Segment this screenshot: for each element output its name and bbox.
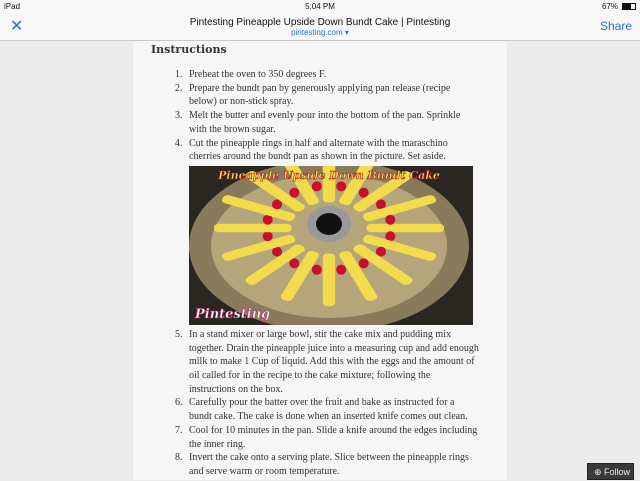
step-number: 2. (175, 82, 183, 94)
pineapple-slice (214, 224, 292, 233)
step-text: Cut the pineapple rings in half and alternate with the maraschino cherries around the bundt pan as shown in the picture. Set aside. (189, 137, 448, 163)
step-text: Carefully pour the batter over the fruit and bake as instructed for a bundt cake. The cake is done when an inserted knife comes out clean. (189, 397, 468, 423)
close-button[interactable]: ✕ (10, 18, 24, 35)
cherry (385, 215, 395, 225)
domain-menu[interactable]: pintesting.com ▾ (291, 28, 349, 37)
plus-circle-icon: ⊕ (594, 467, 605, 477)
follow-label: Follow (604, 467, 631, 477)
step-text: Cool for 10 minutes in the pan. Slide a knife around the edges including the inner ring. (189, 424, 478, 450)
step-number: 4. (175, 137, 183, 149)
list-item (175, 68, 479, 82)
step-text: Preheat the oven to 350 degrees F. (189, 69, 327, 80)
step-number: 8. (175, 452, 183, 464)
battery-percent: 67% (601, 2, 618, 11)
cherry (312, 181, 322, 191)
list-item (175, 451, 479, 478)
list-item (175, 82, 479, 109)
step-text: Melt the butter and evenly pour into the bottom of the pan. Sprinkle with the brown sugar. (189, 110, 461, 135)
cherry (312, 265, 322, 275)
step-number: 1. (175, 69, 183, 80)
step-text: Invert the cake onto a serving plate. Slice between the pineapple rings and serve warm or room temperature. (189, 452, 469, 477)
step-number: 7. (175, 424, 183, 436)
cherry (289, 188, 299, 198)
photo-watermark: Pintesting (195, 306, 271, 322)
pineapple-slice (367, 224, 445, 233)
list-item (175, 328, 479, 397)
pineapple-slice (323, 253, 336, 306)
cherry (263, 231, 273, 241)
device-label: iPad (4, 2, 21, 11)
page-title: Pintesting Pineapple Upside Down Bundt Cake | Pintesting (189, 17, 451, 28)
cherry (359, 258, 369, 268)
step-number: 6. (175, 397, 183, 409)
cherry (336, 181, 346, 191)
clock: 5:04 PM (305, 2, 335, 11)
browser-header (0, 0, 640, 41)
step-number: 3. (175, 110, 183, 122)
step-text: In a stand mixer or large bowl, stir the cake mix and pudding mix together. Drain the pineapple juice into a measuring cup and add enough milk to make 1 Cup of liquid. Add this with the eggs and the amount of oil called for in the recipe to the cake mixture; following the instructions on the box. (189, 328, 479, 395)
section-title: Instructions (151, 43, 227, 56)
step-text: Prepare the bundt pan by generously applying pan release (recipe below) or non-stick spray. (189, 82, 451, 108)
battery-icon (622, 3, 636, 10)
list-item (175, 424, 479, 451)
list-item (175, 396, 479, 423)
instructions-list (175, 68, 479, 479)
list-item (175, 109, 479, 136)
follow-button[interactable] (587, 463, 634, 480)
step-number: 5. (175, 328, 183, 340)
cake-photo (189, 166, 473, 325)
photo-title: Pineapple Upside Down Bundt Cake (218, 168, 440, 182)
share-button[interactable]: Share (599, 19, 632, 33)
cherry (336, 265, 346, 275)
list-item (175, 137, 479, 325)
